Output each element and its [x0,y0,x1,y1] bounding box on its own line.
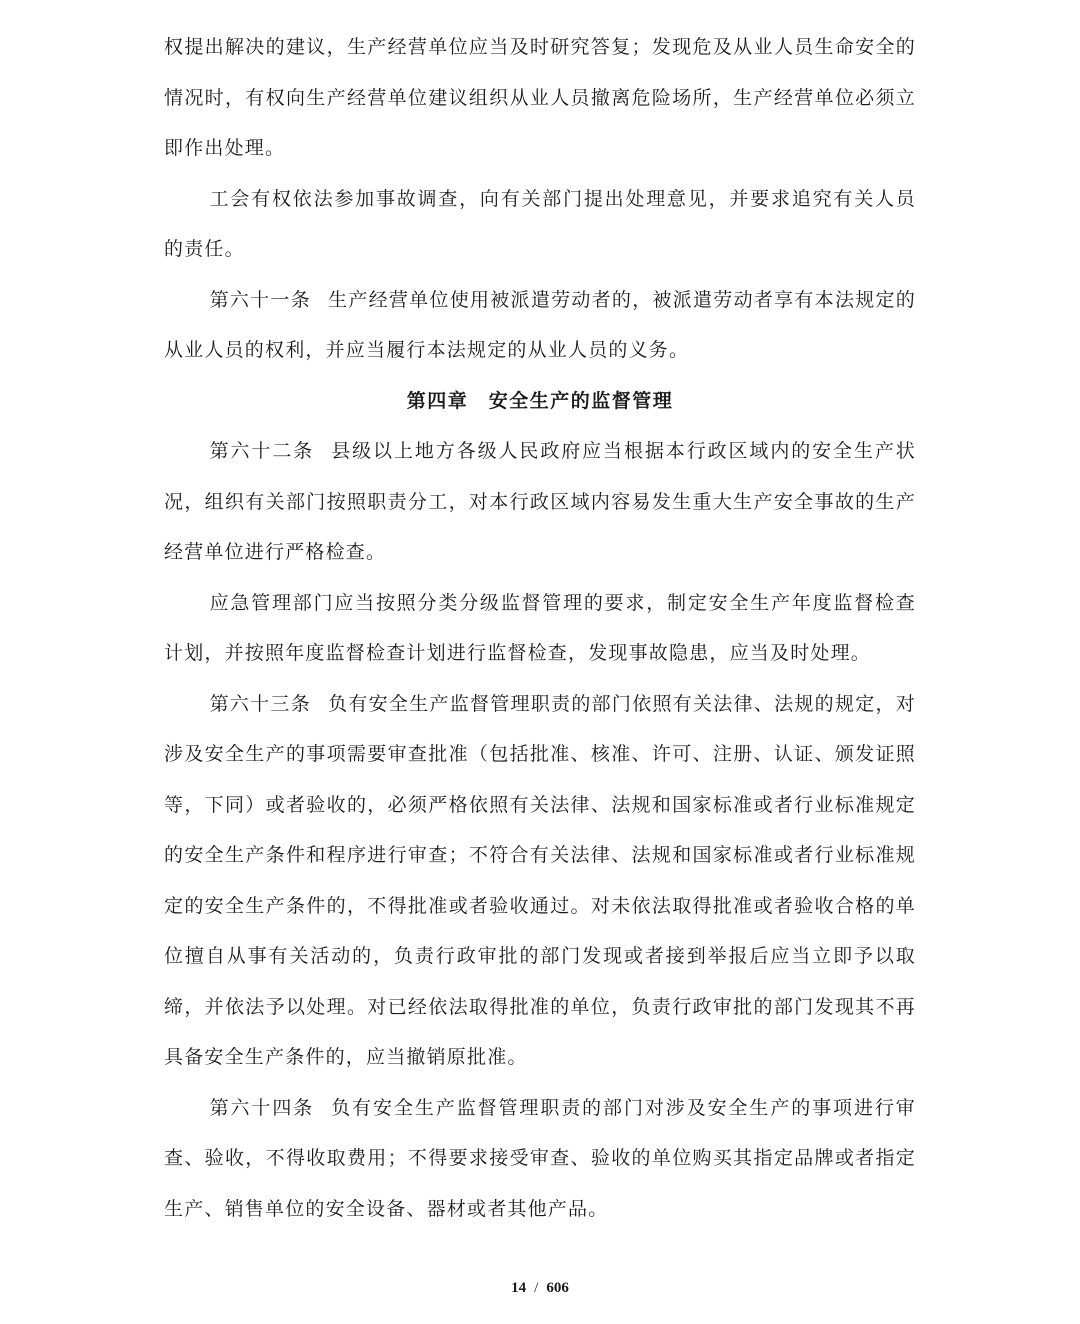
article-63 [164,679,916,1083]
article-62-number: 第六十二条 [209,440,315,462]
article-64-number: 第六十四条 [209,1096,315,1119]
article-62-text: 县级以上地方各级人民政府应当根据本行政区域内的安全生产状况，组织有关部门按照职责分工，对本行政区域内容易发生重大生产安全事故的生产经营单位进行严格检查。 [164,440,916,563]
article-62 [164,426,916,578]
page-number-footer [0,1280,1080,1297]
article-61-text: 生产经营单位使用被派遣劳动者的，被派遣劳动者享有本法规定的从业人员的权利，并应当履行本法规定的从业人员的义务。 [164,288,916,361]
article-64-text: 负有安全生产监督管理职责的部门对涉及安全生产的事项进行审查、验收，不得收取费用；不得要求接受审查、验收的单位购买其指定品牌或者指定生产、销售单位的安全设备、器材或者其他产品。 [164,1096,916,1220]
document-body [164,22,916,1234]
current-page-number: 14 [511,1280,527,1296]
paragraph-union-investigation: 工会有权依法参加事故调查，向有关部门提出处理意见，并要求追究有关人员的责任。 [164,187,916,260]
page-separator: / [534,1280,539,1296]
article-61 [164,275,916,376]
article-63-number: 第六十三条 [209,692,311,715]
article-61-number: 第六十一条 [209,288,311,311]
article-63-text: 负有安全生产监督管理职责的部门依照有关法律、法规的规定，对涉及安全生产的事项需要审查批准（包括批准、核准、许可、注册、认证、颁发证照等，下同）或者验收的，必须严格依照有关法律、法规和国家标准或者行业标准规定的安全生产条件和程序进行审查；不符合有关法律、法规和国家标准或者行业标准规定的安全生产条件的，不得批准或者验收通过。对未依法取得批准或者验收合格的单位擅自从事有关活动的，负责行政审批的部门发现或者接到举报后应当立即予以取缔，并依法予以处理。对已经依法取得批准的单位，负责行政审批的部门发现其不再具备安全生产条件的，应当撤销原批准。 [164,692,916,1068]
total-page-count: 606 [546,1280,569,1296]
paragraph-emergency-management: 应急管理部门应当按照分类分级监督管理的要求，制定安全生产年度监督检查计划，并按照年度监督检查计划进行监督检查，发现事故隐患，应当及时处理。 [164,591,916,664]
chapter-heading: 第四章 安全生产的监督管理 [406,389,674,412]
article-64 [164,1083,916,1235]
paragraph-continued: 权提出解决的建议，生产经营单位应当及时研究答复；发现危及从业人员生命安全的情况时，有权向生产经营单位建议组织从业人员撤离危险场所，生产经营单位必须立即作出处理。 [164,36,916,159]
